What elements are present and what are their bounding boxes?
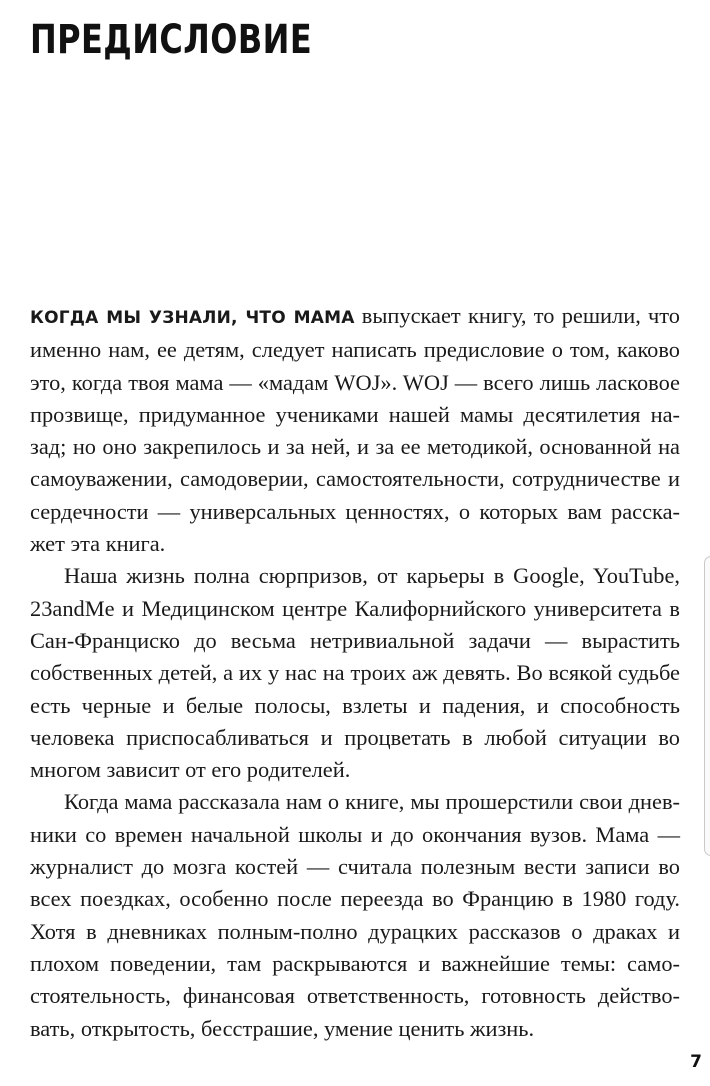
text-body xyxy=(30,300,680,1045)
paragraph-1-text: выпускает книгу, то решили, что именно нам, ее детям, следует написать предисловие о том, каково это, когда твоя мама — «мадам WOJ». WOJ — всего лишь ласковое прозвище, придуманное учениками нашей мамы десятилетия назад; но оно закрепилось и за ней, и за ее методикой, основанной на самоуважении, самодоверии, самостоятельности, сотрудничестве и сердечности — универсальных ценностях, о которых вам расскажет эта книга. xyxy=(30,303,680,557)
lead-in: КОГДА МЫ УЗНАЛИ, ЧТО МАМА xyxy=(30,308,355,328)
page-edge-tab xyxy=(704,556,710,856)
paragraph-2: Наша жизнь полна сюрпризов, от карьеры в Google, YouTube, 23andMe и Медицинском центре Калифорнийского университета в Сан-Франциско до весьма нетривиальной задачи — вырастить собственных детей, а их у нас на троих аж девять. Во всякой судьбе есть черные и белые полосы, взлеты и падения, и способность человека приспосабливаться и процветать в любой ситуации во многом зависит от его родителей. xyxy=(30,563,680,783)
paragraph-1 xyxy=(30,300,680,560)
paragraph-3: Когда мама рассказала нам о книге, мы прошерстили свои дневники со времен начальной школы и до окончания вузов. Мама — журналист до мозга костей — считала полезным вести записи во всех поездках, особенно после переезда во Францию в 1980 году. Хотя в дневниках полным-полно дурацких рассказов о драках и плохом поведении, там раскрываются и важнейшие темы: самостоятельность, финансовая ответственность, готовность действовать, открытость, бесстрашие, умение ценить жизнь. xyxy=(30,789,680,1041)
page-title: ПРЕДИСЛОВИЕ xyxy=(30,17,313,63)
page-number: 7 xyxy=(690,1052,702,1072)
